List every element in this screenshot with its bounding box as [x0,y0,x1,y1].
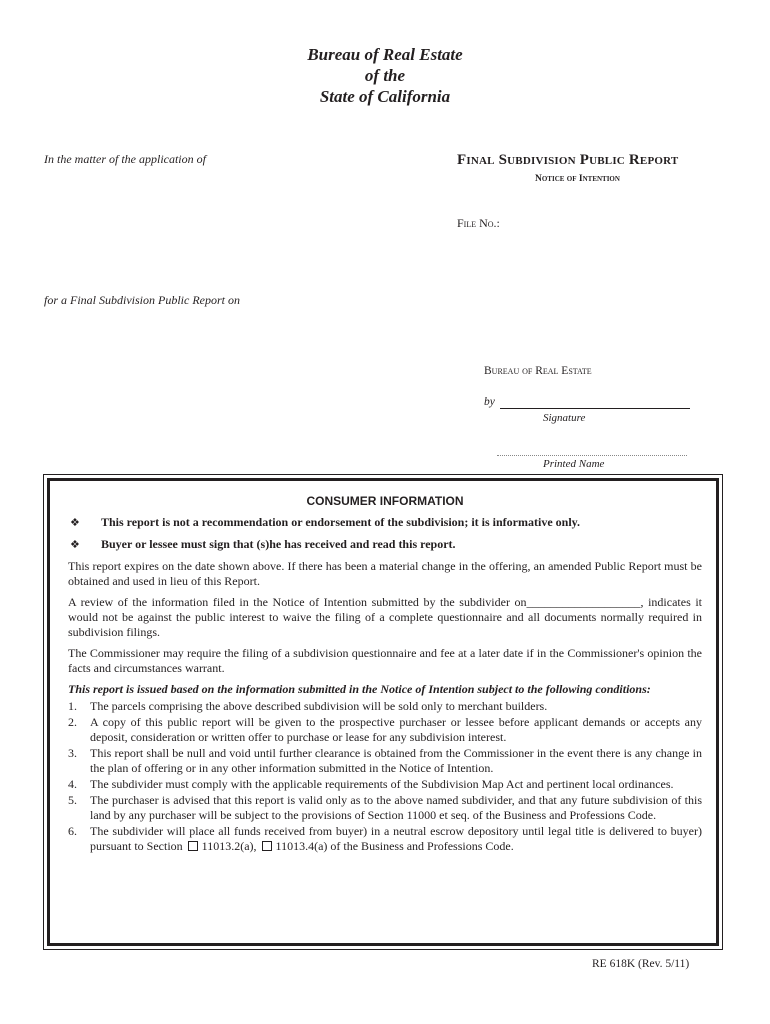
agency-line-2: of the [364,66,406,85]
printed-name-label: Printed Name [543,458,605,470]
bullet-text: Buyer or lessee must sign that (s)he has received and read this report. [101,537,456,551]
matter-label: In the matter of the application of [44,152,206,166]
for-report-label: for a Final Subdivision Public Report on [44,293,240,307]
diamond-bullet-icon: ❖ [70,516,80,529]
bureau-label: Bureau of Real Estate [484,365,592,377]
condition-item [68,824,702,854]
condition-number: 6. [68,824,77,838]
condition-6-text: The subdivider will place all funds received from buyer) in a neutral escrow depository until legal title is delivered to buyer) pursuant to Section [90,824,702,853]
condition-text: The parcels comprising the above described subdivision will be sold only to merchant builders. [90,699,548,713]
bullet-item [68,515,702,530]
commissioner-paragraph: The Commissioner may require the filing of a subdivision questionnaire and fee at a later date if in the Commissioner's opinion the facts and circumstances warrant. [68,646,702,675]
condition-text: A copy of this public report will be given to the prospective purchaser or lessee before applicant demands or accepts any deposit, consideration or written offer to purchase or lease for any subdivision interest. [90,715,702,744]
section-11013-2a-label: 11013.2(a), [201,839,257,853]
report-subtitle: Notice of Intention [535,174,620,184]
diamond-bullet-icon: ❖ [70,538,80,551]
section-11013-4a-checkbox[interactable] [262,841,272,851]
report-title: Final Subdivision Public Report [457,152,679,168]
condition-item [68,715,702,745]
file-no-label: File No.: [457,216,500,230]
condition-text: The purchaser is advised that this report is valid only as to the above named subdivider, and that any future subdivision of this land by any purchaser will be subject to the provisions of Section 11000 et seq. of the Business and Professions Code. [90,793,702,822]
review-paragraph: A review of the information filed in the Notice of Intention submitted by the subdivider on___________________, indicates it would not be against the public interest to waive the filing of a complete questionnaire and all documents normally required in subdivision filings. [68,595,702,639]
signature-label: Signature [543,412,586,424]
condition-text [90,824,702,854]
agency-line-3: State of California [319,87,451,106]
condition-text: The subdivider must comply with the applicable requirements of the Subdivision Map Act and pertinent local ordinances. [90,777,674,791]
condition-number: 3. [68,746,77,760]
consumer-info-content [68,494,702,855]
condition-item [68,777,702,792]
condition-number: 1. [68,699,77,713]
printed-name-line[interactable] [497,455,687,456]
agency-line-1: Bureau of Real Estate [307,45,463,64]
condition-item [68,699,702,714]
expiry-paragraph: This report expires on the date shown above. If there has been a material change in the offering, an amended Public Report must be obtained and used in lieu of this Report. [68,559,702,588]
signature-line[interactable] [500,408,690,409]
condition-item [68,746,702,776]
consumer-info-heading: CONSUMER INFORMATION [306,494,464,508]
bullet-text: This report is not a recommendation or endorsement of the subdivision; it is informative only. [101,515,581,529]
by-label: by [484,396,495,408]
section-11013-4a-label: 11013.4(a) of the Business and Professions Code. [275,839,514,853]
condition-text: This report shall be null and void until further clearance is obtained from the Commissioner in the event there is any change in the plan of offering or in any other information submitted in the Notice of Intention. [90,746,702,775]
agency-header [0,44,770,107]
conditions-heading: This report is issued based on the information submitted in the Notice of Intention subject to the following conditions: [68,682,651,696]
form-number: RE 618K (Rev. 5/11) [592,958,690,970]
section-11013-2a-checkbox[interactable] [188,841,198,851]
bullet-item [68,537,702,552]
condition-item [68,793,702,823]
condition-number: 2. [68,715,77,729]
condition-number: 4. [68,777,77,791]
condition-number: 5. [68,793,77,807]
